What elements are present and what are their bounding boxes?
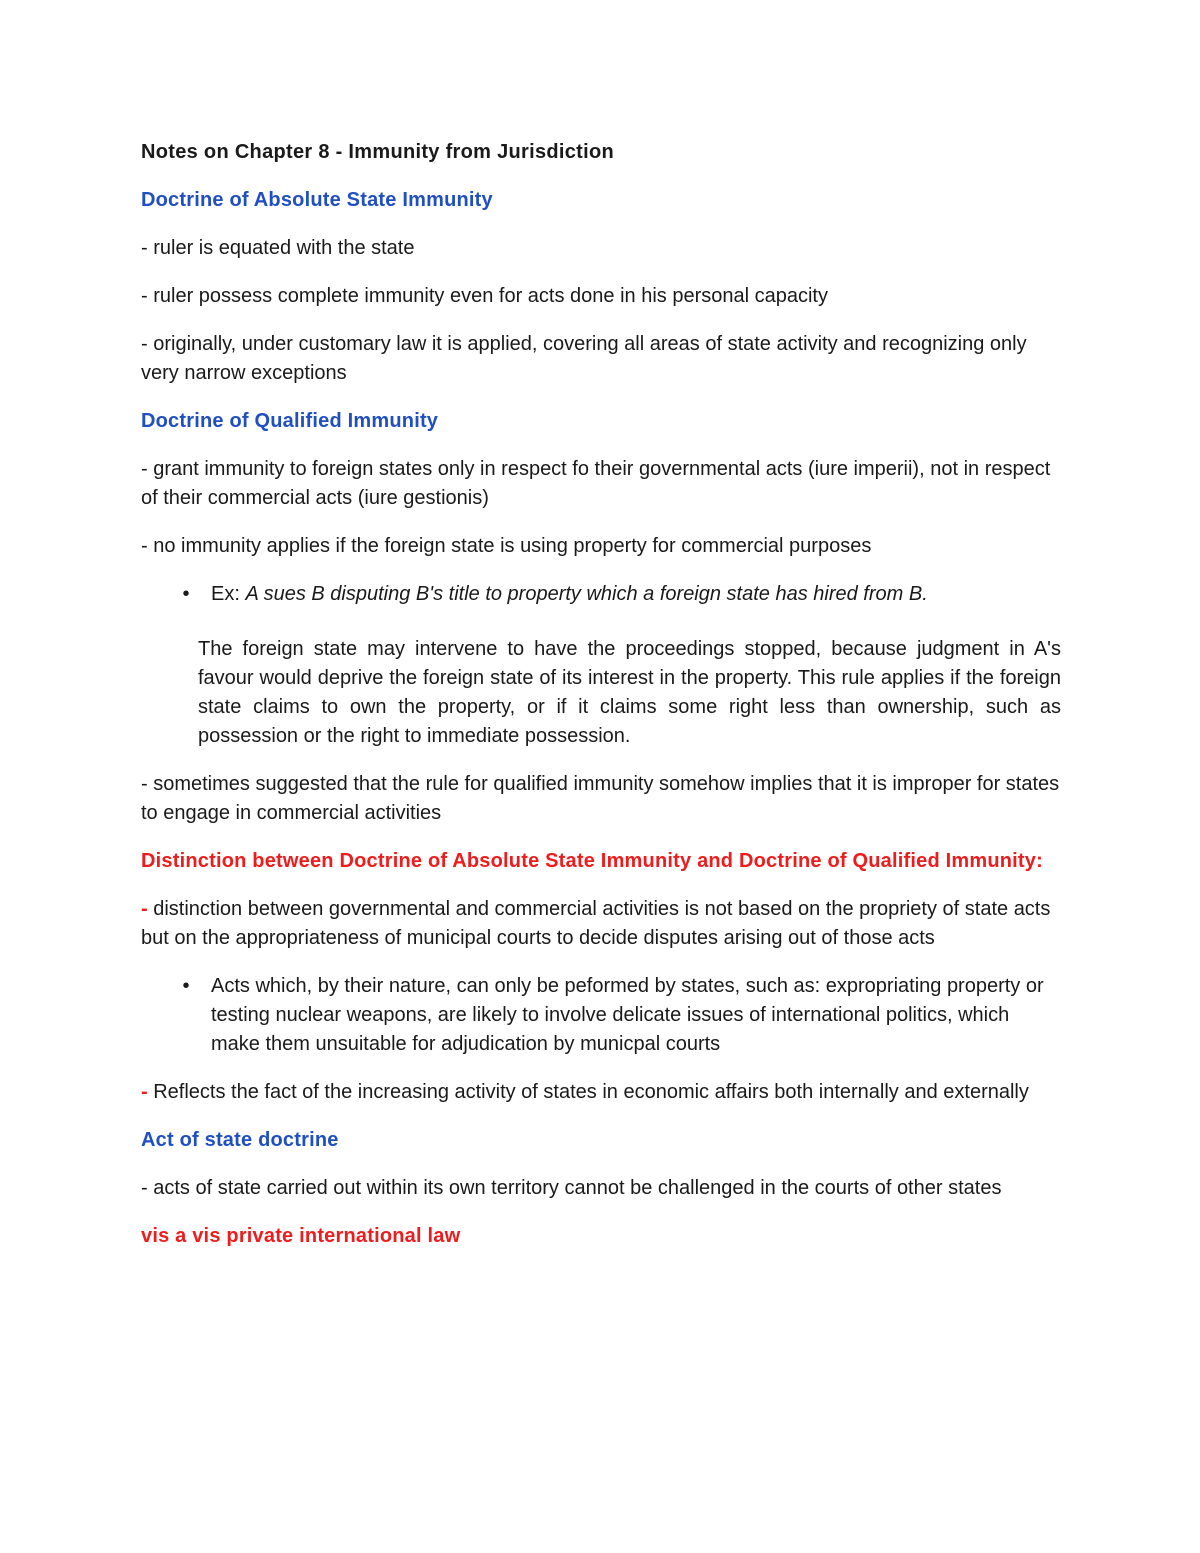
note-line: - originally, under customary law it is applied, covering all areas of state activity and recognizing only very narrow exceptions: [141, 333, 1027, 384]
note-text: distinction between governmental and commercial activities is not based on the propriety of state acts but on the appropriateness of municipal courts to decide disputes arising out of those acts: [141, 898, 1051, 949]
note-line: - sometimes suggested that the rule for qualified immunity somehow implies that it is improper for states to engage in commercial activities: [141, 773, 1060, 824]
note-line: [141, 1078, 1061, 1107]
section-heading-absolute-immunity: Doctrine of Absolute State Immunity: [141, 189, 493, 211]
note-line: - ruler is equated with the state: [141, 237, 415, 259]
note-line: - acts of state carried out within its own territory cannot be challenged in the courts of other states: [141, 1177, 1002, 1199]
example-bullet: [141, 580, 1061, 609]
example-text: A sues B disputing B's title to property which a foreign state has hired from B.: [245, 583, 928, 605]
note-line: - grant immunity to foreign states only in respect fo their governmental acts (iure imperii), not in respect of their commercial acts (iure gestionis): [141, 458, 1051, 509]
bullet-text: Acts which, by their nature, can only be peformed by states, such as: expropriating property or testing nuclear weapons, are likely to involve delicate issues of international politics, which make them unsuitable for adjudication by municpal courts: [211, 975, 1044, 1055]
example-explanation: The foreign state may intervene to have the proceedings stopped, because judgment in A's favour would deprive the foreign state of its interest in the property. This rule applies if the foreign state claims to own the property, or if it claims some right less than ownership, such as possession or the right to immediate possession.: [198, 638, 1061, 747]
note-line: - no immunity applies if the foreign state is using property for commercial purposes: [141, 535, 872, 557]
document-page: [141, 138, 1061, 1270]
section-heading-qualified-immunity: Doctrine of Qualified Immunity: [141, 410, 439, 432]
bullet-icon: •: [182, 975, 190, 997]
section-heading-private-international-law: vis a vis private international law: [141, 1225, 461, 1247]
acts-bullet: [141, 972, 1061, 1059]
note-line: [141, 895, 1061, 953]
section-heading-distinction: Distinction between Doctrine of Absolute State Immunity and Doctrine of Qualified Immunity:: [141, 850, 1043, 872]
red-dash: -: [141, 898, 148, 920]
section-heading-act-of-state: Act of state doctrine: [141, 1129, 339, 1151]
example-prefix: Ex:: [211, 583, 246, 605]
document-title: Notes on Chapter 8 - Immunity from Jurisdiction: [141, 141, 615, 163]
note-line: - ruler possess complete immunity even for acts done in his personal capacity: [141, 285, 828, 307]
red-dash: -: [141, 1081, 148, 1103]
bullet-icon: •: [182, 583, 190, 605]
note-text: Reflects the fact of the increasing activity of states in economic affairs both internally and externally: [147, 1081, 1029, 1103]
